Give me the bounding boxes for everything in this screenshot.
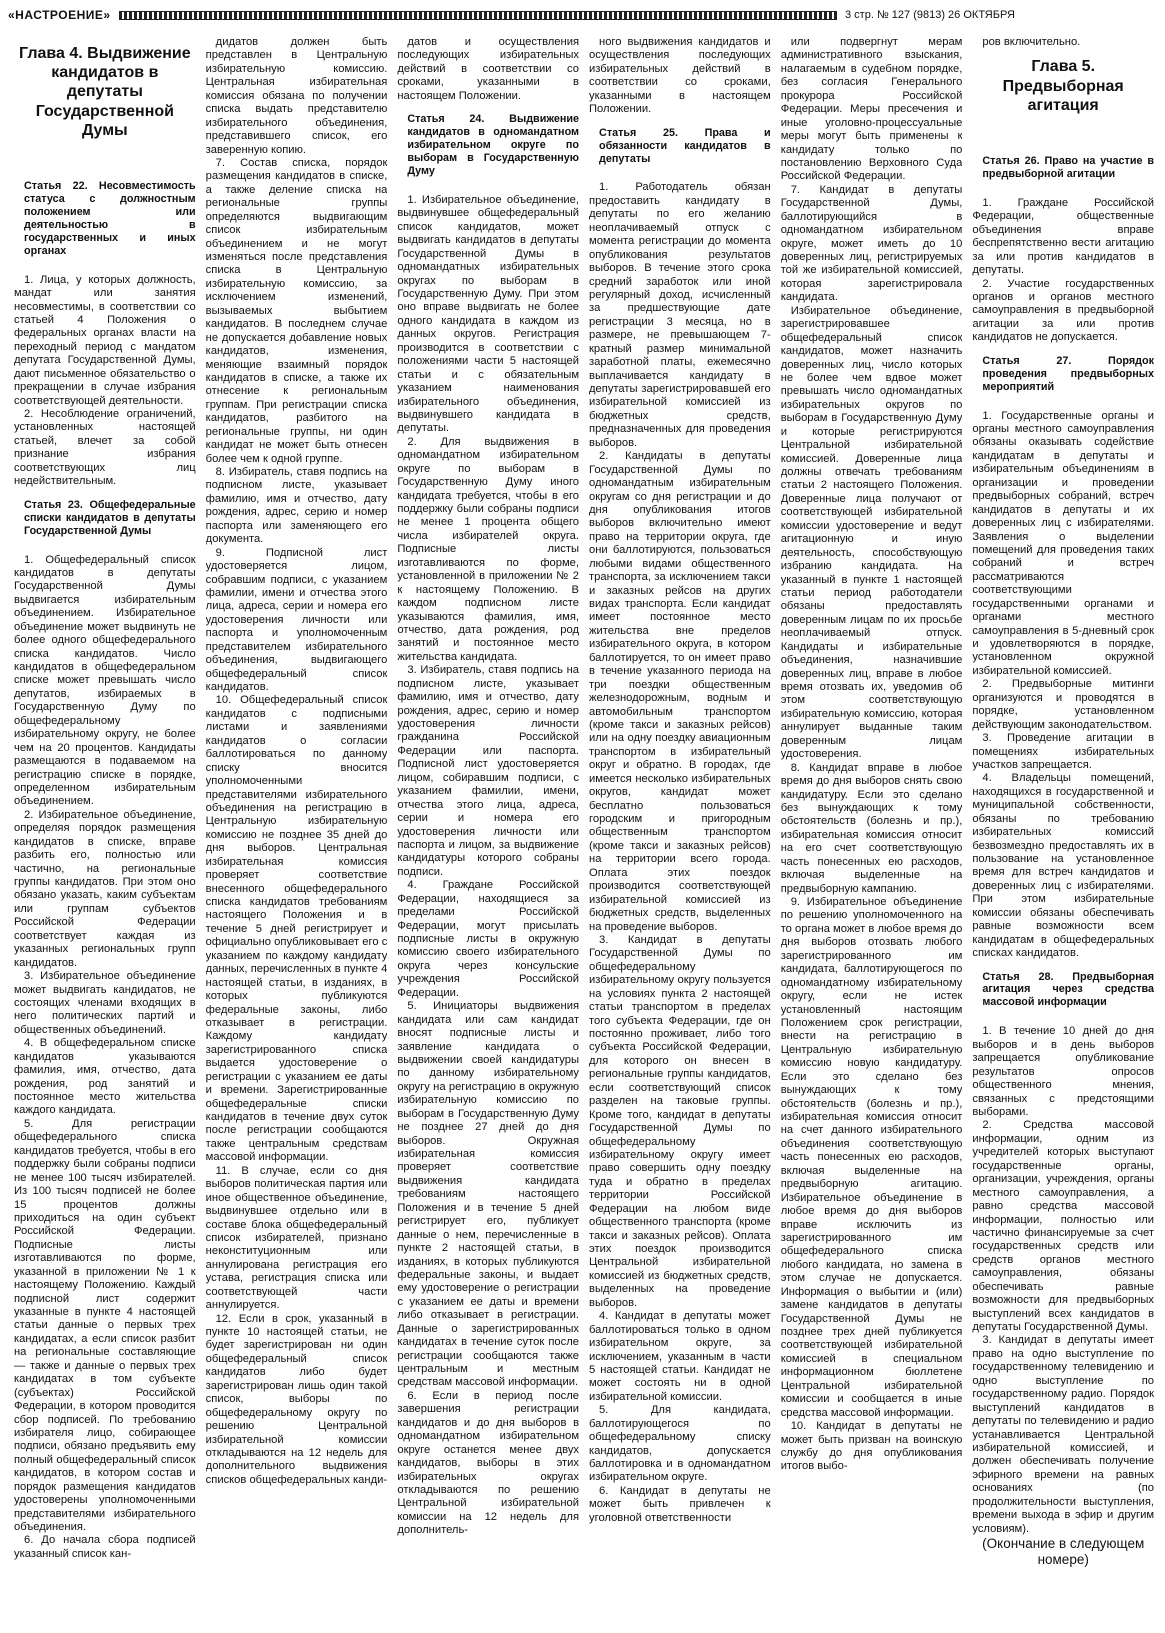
column-2 — [206, 36, 388, 1626]
paragraph: 2. Избирательное объединение, определяя порядок размещения кандидатов в списке, вправе разбить его, полностью или частично, на региональные группы кандидатов. При этом оно обязано указать, каким субъектам или группам субъектов Российской Федерации соответствует каждая из указанных региональных групп кандидатов. — [14, 808, 196, 969]
paragraph: 3. Избирательное объединение может выдвигать кандидатов, не состоящих членами входящих в него политических партий и общественных объединений. — [14, 970, 196, 1036]
column-3 — [397, 36, 579, 1626]
paragraph: 4. Кандидат в депутаты может баллотироваться только в одном избирательном округе, за исключением, указанным в части 5 настоящей статьи. Кандидат не может состоять ни в одной избирательной комиссии. — [589, 1310, 771, 1403]
paragraph: 2. Несоблюдение ограничений, установленных настоящей статьей, влечет за собой признание избрания соответствующих лиц недействительным. — [14, 408, 196, 488]
paragraph: 8. Кандидат вправе в любое время до дня выборов снять свою кандидатуру. Если это сделано без вынуждающих к тому обстоятельств (болезнь и пр.), избирательная комиссия относит на его счет соответствующую часть понесенных ею расходов, включая выделенные на предвыборную кампанию. — [780, 761, 963, 895]
article-heading: Статья 27. Порядок проведения предвыборных мероприятий — [982, 354, 1154, 393]
paragraph: 1. Избирательное объединение, выдвинувшее общефедеральный список кандидатов, может выдвигать кандидатов в депутаты Государственной Думы в одномандатных избирательных округах по выборам в Государственную Думу. При этом оно вправе выдвигать не более одного кандидата в каждом из данных округов. Регистрация производится в соответствии с положениями части 5 настоящей статьи и с обязательным указанием наименования избирательного объединения, выдвинувшего кандидата в депутаты. — [397, 193, 580, 435]
paragraph: 7. Кандидат в депутаты Государственной Думы, баллотирующийся в одномандатном избирательном округе, может иметь до 10 доверенных лиц, регистрируемых той же избирательной комиссией, которая зарегистрировала кандидата. — [780, 183, 963, 304]
chapter-heading: Глава 4. Выдвижение кандидатов в депутаты Государственной Думы — [19, 45, 191, 139]
paragraph: 11. В случае, если со дня выборов политическая партия или иное общественное объединение, выдвинувшее отдельно или в составе блока общефедеральный список избирателей, признано неконституционным или аннулирована регистрация его устава, регистрация списка или соответствующей части аннулируется. — [205, 1164, 388, 1312]
continuation-note: (Окончание в следующем номере) — [982, 1536, 1145, 1568]
paragraph: 8. Избиратель, ставя подпись на подписном листе, указывает фамилию, имя и отчество, дату рождения, адрес, серию и номер паспорта или заменяющего его документа. — [205, 466, 388, 546]
paragraph: 2. Кандидаты в депутаты Государственной Думы по одномандатным избирательным округам со дня регистрации и до дня опубликования итогов выборов включительно имеют право на территории округа, где они баллотируются, пользоваться любыми видами общественного транспорта, за исключением такси и заказных рейсов на других видах транспорта. Если кандидат имеет постоянное место жительства вне пределов избирательного округа, в котором баллотируется, то он имеет право в течение указанного периода на три поездки общественным железнодорожным, водным и автомобильным транспортом (кроме такси и заказных рейсов) или на одну поездку авиационным транспортом в избирательный округ и обратно. В городах, где имеется несколько избирательных округов, кандидат может бесплатно пользоваться городским и пригородным общественным транспортом (кроме такси и заказных рейсов) на территории всего города. Оплата этих поездок производится соответствующей избирательной комиссией из бюджетных средств, выделенных на проведение выборов. — [589, 450, 771, 933]
paragraph: 1. Общефедеральный список кандидатов в депутаты Государственной Думы выдвигается избирательным объединением. Избирательное объединение может выдвинуть не более одного общефедерального списка кандидатов. Число кандидатов в общефедеральном списке может превышать число депутатов, избираемых в Государственную Думу по общефедеральному избирательному округу, не более чем на 20 процентов. Кандидаты размещаются в подаваемом на регистрацию списке в порядке, определенном избирательным объединением. — [14, 553, 196, 808]
paragraph: 9. Избирательное объединение по решению уполномоченного на то органа может в любое время до дня выборов отозвать любого зарегистрированного им кандидата, баллотирующегося по одномандатному избирательному округу, если не истек установленный настоящим Положением срок регистрации, внести на регистрацию в Центральную избирательную комиссию новую кандидатуру. Если это сделано без вынуждающих к тому обстоятельств (болезнь и пр.), избирательная комиссия относит на счет данного избирательного объединения соответствующую часть понесенных ею расходов, включая выделенные на предвыборную агитацию. Избирательное объединение в любое время до дня выборов вправе исключить из зарегистрированного им общефедерального списка любого кандидата, но замена в этом случае не допускается. Информация о выбытии и (или) замене кандидатов в депутаты Государственной Думы не позднее трех дней публикуется соответствующей избирательной комиссией в специальном информационном бюллетене Центральной избирательной комиссии и сообщается в иные средства массовой информации. — [780, 896, 963, 1419]
column-4 — [589, 36, 771, 1626]
paragraph: ров включительно. — [982, 36, 1081, 48]
article-heading: Статья 23. Общефедеральные списки кандидатов в депутаты Государственной Думы — [24, 498, 196, 537]
masthead-rule — [119, 11, 837, 20]
masthead — [0, 0, 1165, 30]
paragraph: 3. Проведение агитации в помещениях избирательных участков запрещается. — [972, 732, 1154, 771]
paragraph: 12. Если в срок, указанный в пункте 10 настоящей статьи, не будет зарегистрирован ни один общефедеральный список кандидатов либо будет зарегистрирован лишь один такой список, выборы по общефедеральному округу по решению Центральной избирательной комиссии откладываются на 12 недель для дополнительного выдвижения списков общефедеральных канди- — [205, 1312, 388, 1486]
column-1 — [14, 36, 196, 1626]
paragraph: 1. Лица, у которых должность, мандат или занятия несовместимы, в соответствии со статьей 4 Положения о федеральных органах власти на переходный период с мандатом депутата Государственной Думы, дают письменное обязательство о прекращении в случае избрания соответствующей деятельности. — [14, 273, 196, 407]
article-heading: Статья 24. Выдвижение кандидатов в одномандатном избирательном округе по выборам в Государственную Думу — [407, 113, 580, 177]
paragraph: 6. Кандидат в депутаты не может быть привлечен к уголовной ответственности — [589, 1484, 771, 1524]
paragraph: 4. Владельцы помещений, находящихся в государственной и муниципальной собственности, обязаны по требованию избирательных комиссий безвозмездно предоставлять их в пользование на установленное время для встреч кандидатов и доверенных лиц с избирателями. При этом избирательные комиссии обязаны обеспечивать равные возможности всем кандидатам в общефедеральных списках кандидатов. — [972, 772, 1154, 960]
paragraph: или подвергнут мерам административного взыскания, налагаемым в судебном порядке, без согласия Генерального прокурора Российской Федерации. Меры пресечения и иные уголовно-процессуальные меры могут быть применены к кандидату только по постановлению Верховного Суда Российской Федерации. — [780, 36, 963, 183]
paragraph: 5. Инициаторы выдвижения кандидата или сам кандидат вносят подписные листы и заявление кандидата о выдвижении своей кандидатуры по данному избирательному округу на регистрацию в окружную избирательную комиссию по выборам в Государственную Думу не позднее 27 дней до дня выборов. Окружная избирательная комиссия проверяет соответствие выдвижения кандидата требованиям настоящего Положения и в течение 5 дней регистрирует его, публикует данные о нем, перечисленные в пункте 2 настоящей статьи, в изданиях, в которых публикуются федеральные законы, и выдает ему удостоверение о регистрации с указанием ее даты и времени либо отказывает в регистрации. Данные о зарегистрированных кандидатах в течение суток после регистрации сообщаются также центральным и местным средствам массовой информации. — [397, 1000, 580, 1389]
paragraph: 9. Подписной лист удостоверяется лицом, собравшим подписи, с указанием фамилии, имени и отчества этого лица, адреса, серии и номера его удостоверения личности или паспорта и уполномоченным представителем избирательного объединения, выдвигающего общефедеральный список кандидатов. — [205, 546, 388, 693]
paragraph: 6. До начала сбора подписей указанный список кан- — [14, 1534, 196, 1560]
paragraph: 1. В течение 10 дней до дня выборов и в день выборов запрещается опубликование результатов опросов общественного мнения, связанных с предстоящими выборами. — [972, 1025, 1154, 1118]
paragraph: 2. Участие государственных органов и органов местного самоуправления в предвыборной агитации за или против кандидатов не допускается. — [972, 277, 1154, 344]
paragraph: 3. Кандидат в депутаты имеет право на одно выступление по государственному телевидению и одно выступление по государственному радио. Порядок выступлений кандидатов в депутаты по телевидению и радио устанавливается Центральной избирательной комиссией, и должен обеспечивать получение эфирного времени на равных основаниях (по продолжительности выступления, времени выхода в эфир и другим условиям). — [972, 1334, 1154, 1535]
newspaper-name: «НАСТРОЕНИЕ» — [8, 8, 111, 22]
paragraph: датов и осуществления последующих избирательных действий в соответствии со сроками, указанными в настоящем Положении. — [397, 36, 580, 102]
paragraph: 3. Кандидат в депутаты Государственной Думы по общефедеральному избирательному округу пользуется на условиях пункта 2 настоящей статьи транспортом в пределах того субъекта Федерации, где он постоянно проживает, либо того субъекта Российской Федерации, для которого он внесен в региональные группы кандидатов, если соответствующий список разделен на таковые группы. Кроме того, кандидат в депутаты Государственной Думы по общефедеральному избирательному округу имеет право совершить одну поездку туда и обратно в пределах территории Российской Федерации на любом виде общественного транспорта (кроме такси и заказных рейсов). Оплата этих поездок производится Центральной избирательной комиссией из бюджетных средств, выделенных на проведение выборов. — [589, 933, 771, 1309]
paragraph: 5. Для регистрации общефедерального списка кандидатов требуется, чтобы в его поддержку были собраны подписи не менее 100 тысяч избирателей. Из 100 тысяч подписей не более 15 процентов должны приходиться на один субъект Российской Федерации. Подписные листы изготавливаются по форме, указанной в приложении № 1 к настоящему Положению. Каждый подписной лист содержит указанные в пункте 4 настоящей статьи данные о первых трех кандидатах, а если список разбит на региональные составляющие — также и данные о первых трех кандидатах в том субъекте (субъектах) Российской Федерации, в котором проводится сбор подписей. По требованию избирателя лицо, собирающее подписи, обязано предъявить ему полный общефедеральный список кандидатов, в котором состав и порядок размещения кандидатов удостоверены уполномоченными представителями избирательного объединения. — [14, 1117, 196, 1534]
paragraph: 10. Кандидат в депутаты не может быть призван на воинскую службу до дня опубликования итогов выбо- — [780, 1420, 963, 1473]
paragraph: Избирательное объединение, зарегистрировавшее общефедеральный список кандидатов, может назначить доверенных лиц, число которых не более чем вдвое может превышать число одномандатных избирательных округов по выборам в Государственную Думу и которые регистрируются Центральной избирательной комиссией. Доверенные лица должны отвечать требованиям статьи 2 настоящего Положения. Доверенные лица получают от соответствующей избирательной комиссии удостоверение и ведут агитационную и иную деятельность, способствующую избранию кандидата. На указанный в пункте 1 настоящей статьи период работодатели обязаны предоставлять доверенным лицам по их просьбе неоплачиваемый отпуск. Кандидаты и избирательные объединения, назначившие доверенных лиц, вправе в любое время отозвать их, уведомив об этом соответствующую избирательную комиссию, которая аннулирует выданные таким доверенным лицам удостоверения. — [780, 304, 963, 761]
article-heading: Статья 28. Предвыборная агитация через средства массовой информации — [982, 970, 1154, 1009]
issue-info: 3 стр. № 127 (9813) 26 ОКТЯБРЯ — [845, 9, 1015, 21]
paragraph: 10. Общефедеральный список кандидатов с подписными листами и заявлениями кандидатов о согласии баллотироваться по данному списку вносится уполномоченными представителями избирательного объединения на регистрацию в Центральную избирательную комиссию не позднее 35 дней до дня выборов. Центральная избирательная комиссия проверяет соответствие внесенного общефедерального списка кандидатов требованиям настоящего Положения и в течение 5 дней регистрирует и официально опубликовывает его с указанием по каждому кандидату данных, перечисленных в пункте 4 настоящей статьи, в изданиях, в которых публикуются федеральные законы, либо отказывает в регистрации. Каждому кандидату зарегистрированного списка выдается удостоверение о регистрации с указанием ее даты и времени. Зарегистрированные общефедеральные списки кандидатов в течение двух суток после регистрации сообщаются также центральным средствам массовой информации. — [205, 694, 388, 1164]
article-heading: Статья 22. Несовместимость статуса с должностным положением или деятельностью в государственных и иных органах — [24, 179, 196, 257]
paragraph: 3. Избиратель, ставя подпись на подписном листе, указывает фамилию, имя и отчество, дату рождения, адрес, серию и номер удостоверения личности гражданина Российской Федерации или паспорта. Подписной лист удостоверяется лицом, собиравшим подписи, с указанием фамилии, имени, отчества этого лица, адреса, серии и номера его удостоверения личности или паспорта и лицом, за выдвижение кандидатуры которого собраны подписи. — [397, 664, 580, 878]
paragraph: 1. Граждане Российской Федерации, общественные объединения вправе беспрепятственно вести агитацию за или против кандидатов в депутаты. — [972, 196, 1154, 277]
paragraph: 6. Если в период после завершения регистрации кандидатов и до дня выборов в одномандатном избирательном округе останется менее двух кандидатов, выборы в этих избирательных округах откладываются по решению Центральной избирательной комиссии на 12 недель для дополнитель- — [397, 1389, 580, 1537]
text-columns — [14, 36, 1154, 1626]
paragraph: 7. Состав списка, порядок размещения кандидатов в списке, а также деление списка на региональные группы определяются выдвигающим список избирательным объединением и не могут изменяться после представления списка в Центральную избирательную комиссию, за исключением изменений, вызываемых выбытием кандидатов. В последнем случае не допускается добавление новых кандидатов, изменения, меняющие взаимный порядок кандидатов в списке, а также их отнесение к региональным группам. При регистрации списка кандидатов, разбитого на региональные группы, ни один кандидат не может быть отнесен более чем к одной группе. — [205, 156, 388, 465]
paragraph: 2. Для выдвижения в одномандатном избирательном округе по выборам в Государственную Думу иного кандидата требуется, чтобы в его поддержку были собраны подписи не менее 1 процента общего числа избирателей округа. Подписные листы изготавливаются по форме, установленной в приложении № 2 к настоящему Положению. В каждом подписном листе указываются фамилия, имя, отчество, дата рождения, род занятий и постоянное место жительства кандидата. — [397, 435, 580, 663]
column-5 — [781, 36, 963, 1626]
paragraph: дидатов должен быть представлен в Центральную избирательную комиссию. Центральная избирательная комиссия обязана по получении списка выдать представителю избирательного объединения, представившего список, его заверенную копию. — [205, 36, 388, 156]
paragraph: 5. Для кандидата, баллотирующегося по общефедеральному списку кандидатов, допускается баллотировка и в одномандатном избирательном округе. — [589, 1404, 771, 1484]
paragraph: ного выдвижения кандидатов и осуществления последующих избирательных действий в соответствии со сроками, указанными в настоящем Положении. — [589, 36, 771, 116]
column-6 — [972, 36, 1154, 1626]
paragraph: 2. Средства массовой информации, одним из учредителей которых выступают государственные органы, организации, учреждения, органы местного самоуправления, а равно средства массовой информации, полностью или частично финансируемые за счет государственных средств или средств органов местного самоуправления, обязаны обеспечивать равные возможности для предвыборных выступлений всех кандидатов в депутаты Государственной Думы. — [972, 1119, 1154, 1333]
paragraph: 2. Предвыборные митинги организуются и проводятся в порядке, установленном действующим законодательством. — [972, 678, 1154, 731]
article-heading: Статья 26. Право на участие в предвыборной агитации — [982, 155, 1154, 180]
paragraph: 1. Работодатель обязан предоставить кандидату в депутаты по его желанию неоплачиваемый отпуск с момента регистрации до момента опубликования результатов выборов. В течение этого срока средний заработок или иной регулярный доход, исчисленный за предшествующие дате регистрации 3 месяца, но в размере, не превышающем 7-кратный размер минимальной заработной платы, ежемесячно выплачивается кандидату в депутаты зарегистрировавшей его избирательной комиссией из бюджетных средств, предназначенных для проведения выборов. — [589, 181, 771, 449]
paragraph: 1. Государственные органы и органы местного самоуправления обязаны оказывать содействие кандидатам в депутаты и избирательным объединениям в организации и проведении предвыборных собраний, встреч кандидатов в депутаты и их доверенных лиц с избирателями. Заявления о выделении помещений для проведения таких собраний и встреч рассматриваются соответствующими государственными органами и органами местного самоуправления в 5-дневный срок и удовлетворяются в порядке, установленном окружной избирательной комиссией. — [972, 409, 1154, 677]
paragraph: 4. Граждане Российской Федерации, находящиеся за пределами Российской Федерации, могут присылать подписные листы в окружную комиссию своего избирательного округа через консульские учреждения Российской Федерации. — [397, 879, 580, 999]
paragraph: 4. В общефедеральном списке кандидатов указываются фамилия, имя, отчество, дата рождения, род занятий и постоянное место жительства каждого кандидата. — [14, 1037, 196, 1117]
chapter-heading: Глава 5. Предвыборная агитация — [1002, 58, 1124, 114]
article-heading: Статья 25. Права и обязанности кандидатов в депутаты — [599, 126, 771, 165]
